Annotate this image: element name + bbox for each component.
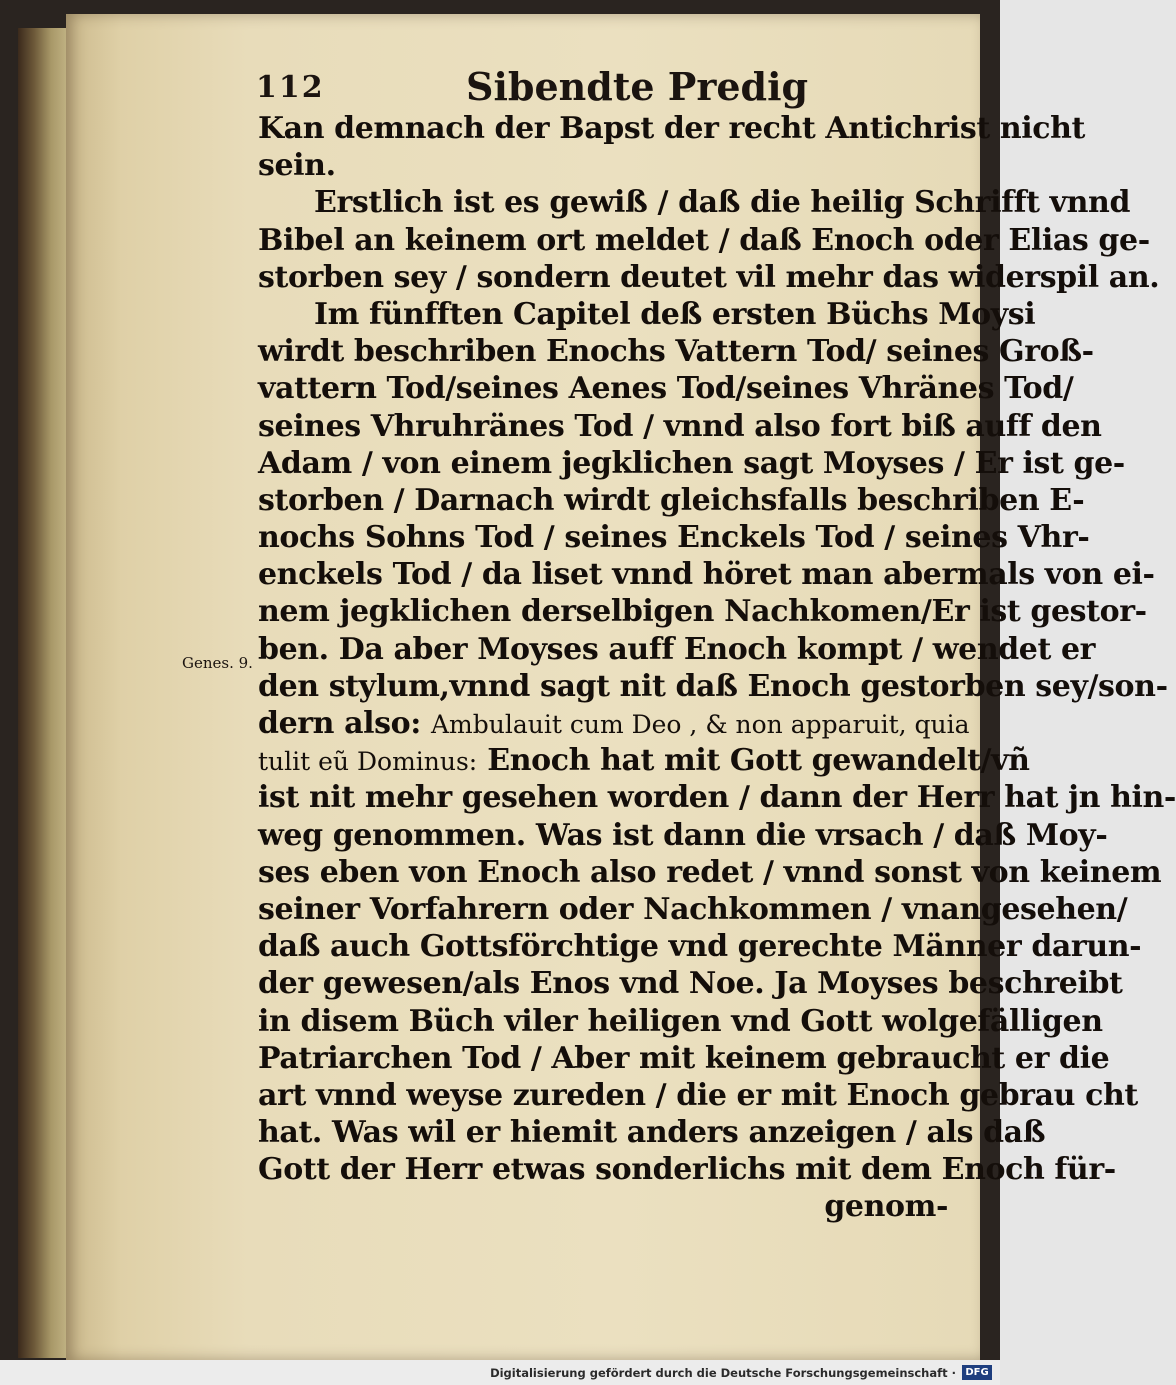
text-line: Bibel an keinem ort meldet / daß Enoch oder Elias ge- [258,222,1150,258]
text-line: hat. Was wil er hiemit anders anzeigen / als daß [258,1115,1046,1151]
book-spine-edge [18,28,73,1358]
text-line: weg genommen. Was ist dann die vrsach / daß Moy- [258,817,1108,853]
latin-quote: Ambulauit cum Deo , & non apparuit, quia [430,710,970,739]
text-line [258,742,1030,779]
text-line: sein. [258,148,336,184]
running-title: Sibendte Predig [466,64,809,109]
body-text [258,110,1176,1226]
text-line: Gott der Herr etwas sonderlichs mit dem Enoch für- [258,1152,1116,1188]
text-line: nochs Sohns Tod / seines Enckels Tod / seines Vhr- [258,520,1090,556]
text-line: den stylum,vnnd sagt nit daß Enoch gestorben sey/son- [258,668,1168,704]
text-line: seiner Vorfahrern oder Nachkommen / vnangesehen/ [258,891,1128,927]
text-line: Kan demnach der Bapst der recht Antichrist nicht [258,111,1085,146]
text-line: in disem Büch viler heiligen vnd Gott wolgefälligen [258,1003,1103,1039]
dfg-logo: DFG [962,1365,992,1380]
text-line: storben sey / sondern deutet vil mehr das widerspil an. [258,259,1160,295]
text-line [258,705,970,742]
text-line: art vnnd weyse zureden / die er mit Enoch gebrau cht [258,1077,1138,1113]
text-line: vattern Tod/seines Aenes Tod/seines Vhränes Tod/ [258,371,1074,407]
text-line: Patriarchen Tod / Aber mit keinem gebraucht er die [258,1040,1110,1076]
text-line: seines Vhruhränes Tod / vnnd also fort biß auff den [258,408,1102,444]
text-line: ben. Da aber Moyses auff Enoch kompt / wendet er [258,631,1096,667]
latin-quote: tulit eũ Dominus: [258,747,478,777]
funding-notice: Digitalisierung gefördert durch die Deutsche Forschungsgemeinschaft · [490,1366,956,1380]
text-segment: dern also: [258,706,421,741]
text-line: Im fünfften Capitel deß ersten Büchs Moysi [314,296,1036,332]
text-line: enckels Tod / da liset vnnd höret man abermals von ei- [258,557,1155,593]
text-line: der gewesen/als Enos vnd Noe. Ja Moyses beschreibt [258,966,1123,1002]
text-line: Adam / von einem jegklichen sagt Moyses / Er ist ge- [258,445,1125,481]
footer-bar [0,1360,1000,1385]
text-line: nem jegklichen derselbigen Nachkomen/Er ist gestor- [258,594,1147,630]
text-line: storben / Darnach wirdt gleichsfalls beschriben E- [258,482,1085,518]
text-line: ist nit mehr gesehen worden / dann der Herr hat jn hin- [258,780,1176,816]
text-segment: Enoch hat mit Gott gewandelt/vñ [487,743,1030,779]
text-line: ses eben von Enoch also redet / vnnd sonst von keinem [258,854,1162,890]
margin-note: Genes. 9. [182,654,253,672]
catchword: genom- [824,1189,948,1225]
text-line: Erstlich ist es gewiß / daß die heilig Schrifft vnnd [314,185,1131,221]
text-line: daß auch Gottsförchtige vnd gerechte Männer darun- [258,929,1142,965]
text-line: wirdt beschriben Enochs Vattern Tod/ seines Groß- [258,334,1094,370]
page-number: 112 [256,70,325,105]
